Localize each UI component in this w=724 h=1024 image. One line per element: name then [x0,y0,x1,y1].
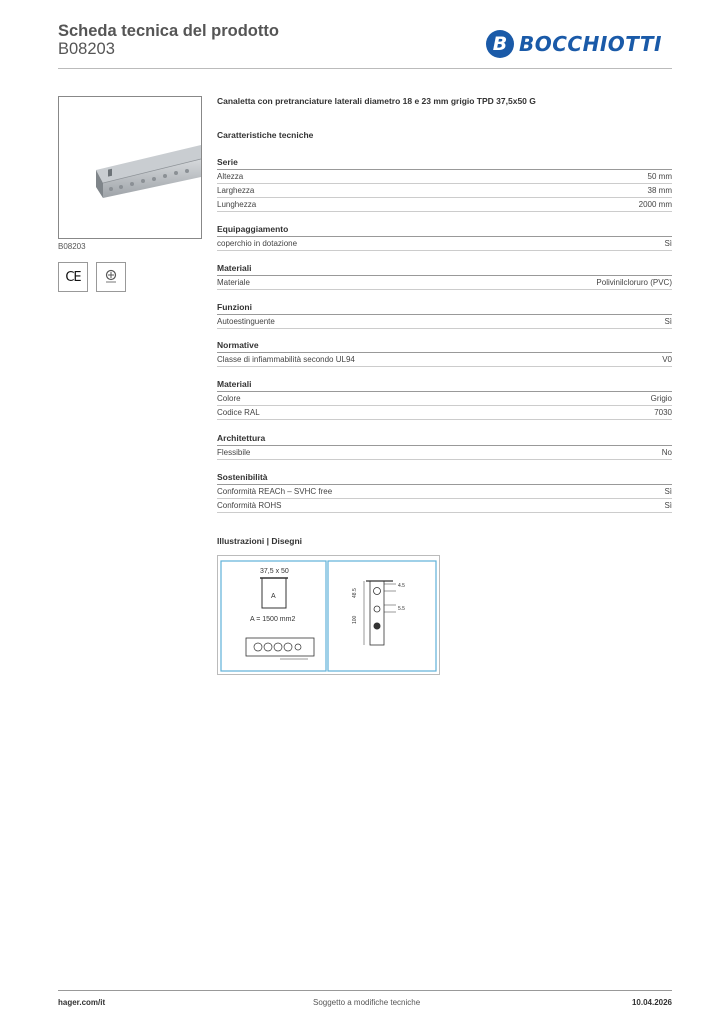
spec-group-title: Serie [217,156,672,170]
spec-value: Polivinilcloruro (PVC) [596,278,672,287]
spec-group-materiali [217,262,672,290]
spec-value: V0 [662,355,672,364]
illustrations-heading: Illustrazioni | Disegni [217,536,303,546]
spec-group-sostenibilita [217,471,672,513]
spec-group-title: Equipaggiamento [217,223,672,237]
dim-label: 100 [352,615,358,624]
spec-group-normative [217,339,672,367]
product-description: Canaletta con pretranciature laterali diametro 18 e 23 mm grigio TPD 37,5x50 G [217,96,536,106]
spec-label: Altezza [217,172,244,181]
spec-row [217,237,672,251]
spec-value: 50 mm [647,172,672,181]
spec-label: Codice RAL [217,408,260,417]
spec-label: Larghezza [217,186,255,195]
spec-row [217,406,672,420]
footer-website[interactable]: hager.com/it [58,998,106,1007]
brand-name: BOCCHIOTTI [519,32,662,56]
section-heading: Caratteristiche tecniche [217,130,314,140]
spec-value: Sì [664,317,672,326]
spec-group-equipaggiamento [217,223,672,251]
spec-row [217,446,672,460]
spec-label: Conformità REACh – SVHC free [217,487,333,496]
spec-label: Materiale [217,278,250,287]
spec-group-title: Materiali [217,378,672,392]
footer-divider [58,990,672,991]
footer-date: 10.04.2026 [631,998,672,1007]
product-photo [58,96,202,239]
technical-drawing [217,555,440,675]
area-letter: A [271,593,276,600]
brand-logo [486,29,662,59]
spec-label: Flessibile [217,448,251,457]
spec-label: Conformità ROHS [217,501,282,510]
spec-value: 38 mm [647,186,672,195]
spec-row [217,353,672,367]
spec-label: Classe di infiammabilità secondo UL94 [217,355,355,364]
brand-mark-icon: B [486,30,514,58]
spec-group-architettura [217,432,672,460]
spec-row [217,170,672,184]
spec-group-serie [217,156,672,212]
page-title: Scheda tecnica del prodotto [58,22,279,40]
spec-group-title: Sostenibilità [217,471,672,485]
ce-mark-icon: CE [58,262,88,292]
spec-group-title: Funzioni [217,301,672,315]
spec-row [217,198,672,212]
header-divider [58,68,672,69]
spec-label: Colore [217,394,241,403]
spec-row [217,315,672,329]
spec-row [217,184,672,198]
spec-row [217,485,672,499]
spec-label: coperchio in dotazione [217,239,298,248]
spec-value: 2000 mm [638,200,672,209]
spec-value: Sì [664,501,672,510]
section-label: 37,5 x 50 [260,568,289,575]
spec-row [217,499,672,513]
spec-group-title: Materiali [217,262,672,276]
area-label: A = 1500 mm2 [250,616,296,623]
photo-caption: B08203 [58,242,86,251]
spec-label: Lunghezza [217,200,257,209]
spec-value: 7030 [654,408,672,417]
spec-value: No [661,448,672,457]
dim-label: 4.5 [398,583,405,589]
spec-group-funzioni [217,301,672,329]
dim-label: 5.5 [398,606,405,612]
spec-group-title: Architettura [217,432,672,446]
cable-trunking-image [59,97,201,238]
footer-note: Soggetto a modifiche tecniche [313,998,421,1007]
spec-value: Sì [664,487,672,496]
spec-group-title: Normative [217,339,672,353]
spec-value: Grigio [650,394,672,403]
quality-mark-icon [96,262,126,292]
spec-row [217,276,672,290]
dim-label: 48.5 [352,588,358,598]
spec-group-materiali-colore [217,378,672,420]
spec-value: Sì [664,239,672,248]
product-code: B08203 [58,40,115,58]
spec-label: Autoestinguente [217,317,275,326]
spec-row [217,392,672,406]
